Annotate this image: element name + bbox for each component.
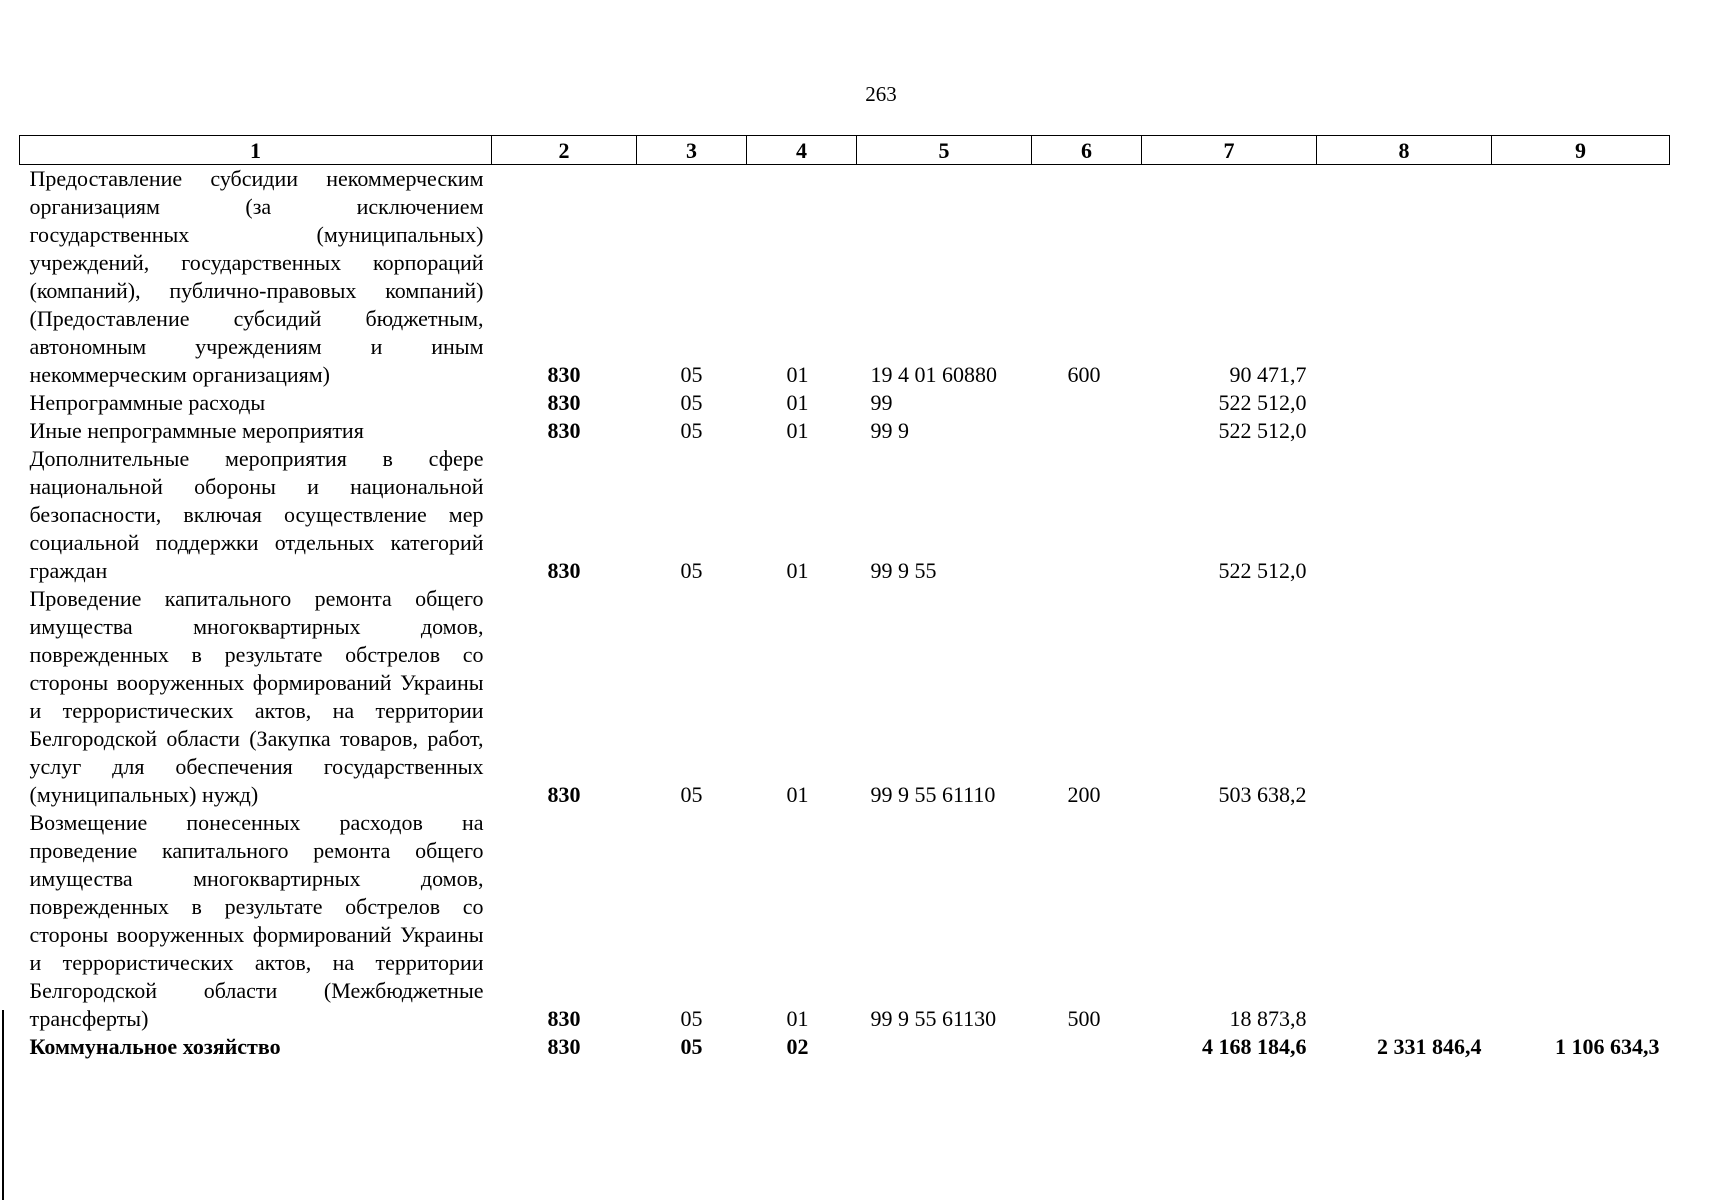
col-2: 830 (547, 558, 581, 583)
header-col-9: 9 (1492, 136, 1670, 165)
col-7: 18 873,8 (1229, 1006, 1307, 1031)
row-name: Коммунальное хозяйство (29, 1034, 281, 1059)
header-col-6: 6 (1032, 136, 1142, 165)
col-5: 99 (870, 390, 893, 415)
margin-line (2, 1010, 4, 1200)
header-col-7: 7 (1142, 136, 1317, 165)
col-4: 02 (786, 1034, 809, 1059)
col-3: 05 (680, 558, 703, 583)
col-7: 522 512,0 (1218, 558, 1307, 583)
col-5: 99 9 (870, 418, 909, 443)
col-5 (857, 1033, 1032, 1061)
col-8 (1317, 585, 1492, 809)
col-3: 05 (680, 782, 703, 807)
col-7: 4 168 184,6 (1202, 1034, 1307, 1059)
col-2: 830 (547, 418, 581, 443)
col-9 (1492, 809, 1670, 1033)
col-2: 830 (547, 782, 581, 807)
col-9 (1492, 389, 1670, 417)
header-col-1: 1 (20, 136, 492, 165)
row-name: Проведение капитального ремонта общего имущества многоквартирных домов, поврежденных в результате обстрелов со стороны вооруженных формирований Украины и террористических актов, на территории Белгородской области (Закупка товаров, работ, услуг для обеспечения государственных (муниципальных) нужд) (29, 586, 484, 807)
table-row (20, 809, 1670, 1033)
col-8 (1317, 445, 1492, 585)
col-3: 05 (680, 390, 703, 415)
col-6: 600 (1067, 362, 1101, 387)
col-8: 2 331 846,4 (1377, 1034, 1482, 1059)
col-9 (1492, 417, 1670, 445)
col-4: 01 (786, 390, 809, 415)
col-2: 830 (547, 390, 581, 415)
col-3: 05 (680, 1034, 703, 1059)
col-9 (1492, 585, 1670, 809)
row-name: Непрограммные расходы (29, 390, 266, 415)
table-row (20, 445, 1670, 585)
col-7: 522 512,0 (1218, 390, 1307, 415)
col-7: 522 512,0 (1218, 418, 1307, 443)
col-5: 99 9 55 (870, 558, 937, 583)
table-row (20, 585, 1670, 809)
col-4: 01 (786, 782, 809, 807)
table-row (20, 417, 1670, 445)
row-name: Предоставление субсидии некоммерческим организациям (за исключением государственных (муниципальных) учреждений, государственных корпораций (компаний), публично-правовых компаний) (Предоставление субсидий бюджетным, автономным учреждениям и иным некоммерческим организациям) (29, 166, 484, 387)
col-6 (1032, 445, 1142, 585)
col-8 (1317, 417, 1492, 445)
col-7: 90 471,7 (1229, 362, 1307, 387)
col-6 (1032, 389, 1142, 417)
col-4: 01 (786, 558, 809, 583)
table-row (20, 389, 1670, 417)
col-2: 830 (547, 1006, 581, 1031)
row-name: Иные непрограммные мероприятия (29, 418, 364, 443)
header-col-2: 2 (492, 136, 637, 165)
col-8 (1317, 389, 1492, 417)
col-3: 05 (680, 418, 703, 443)
col-9 (1492, 165, 1670, 390)
col-4: 01 (786, 362, 809, 387)
col-5: 99 9 55 61130 (870, 1006, 997, 1031)
col-9: 1 106 634,3 (1555, 1034, 1660, 1059)
header-col-3: 3 (637, 136, 747, 165)
col-6: 500 (1067, 1006, 1101, 1031)
col-8 (1317, 165, 1492, 390)
col-2: 830 (547, 362, 581, 387)
col-3: 05 (680, 362, 703, 387)
col-6: 200 (1067, 782, 1101, 807)
col-3: 05 (680, 1006, 703, 1031)
budget-table (19, 135, 1670, 1061)
header-col-5: 5 (857, 136, 1032, 165)
page-number: 263 (865, 82, 897, 106)
header-row (20, 136, 1670, 165)
col-8 (1317, 809, 1492, 1033)
col-6 (1032, 417, 1142, 445)
col-4: 01 (786, 418, 809, 443)
col-5: 19 4 01 60880 (870, 362, 997, 387)
header-col-4: 4 (747, 136, 857, 165)
table-row-total (20, 1033, 1670, 1061)
col-2: 830 (547, 1034, 581, 1059)
row-name: Возмещение понесенных расходов на проведение капитального ремонта общего имущества многоквартирных домов, поврежденных в результате обстрелов со стороны вооруженных формирований Украины и террористических актов, на территории Белгородской области (Межбюджетные трансферты) (29, 810, 484, 1031)
col-4: 01 (786, 1006, 809, 1031)
col-5: 99 9 55 61110 (870, 782, 996, 807)
col-6 (1032, 1033, 1142, 1061)
col-9 (1492, 445, 1670, 585)
table-row (20, 165, 1670, 390)
col-7: 503 638,2 (1218, 782, 1307, 807)
header-col-8: 8 (1317, 136, 1492, 165)
row-name: Дополнительные мероприятия в сфере национальной обороны и национальной безопасности, включая осуществление мер социальной поддержки отдельных категорий граждан (29, 446, 484, 583)
